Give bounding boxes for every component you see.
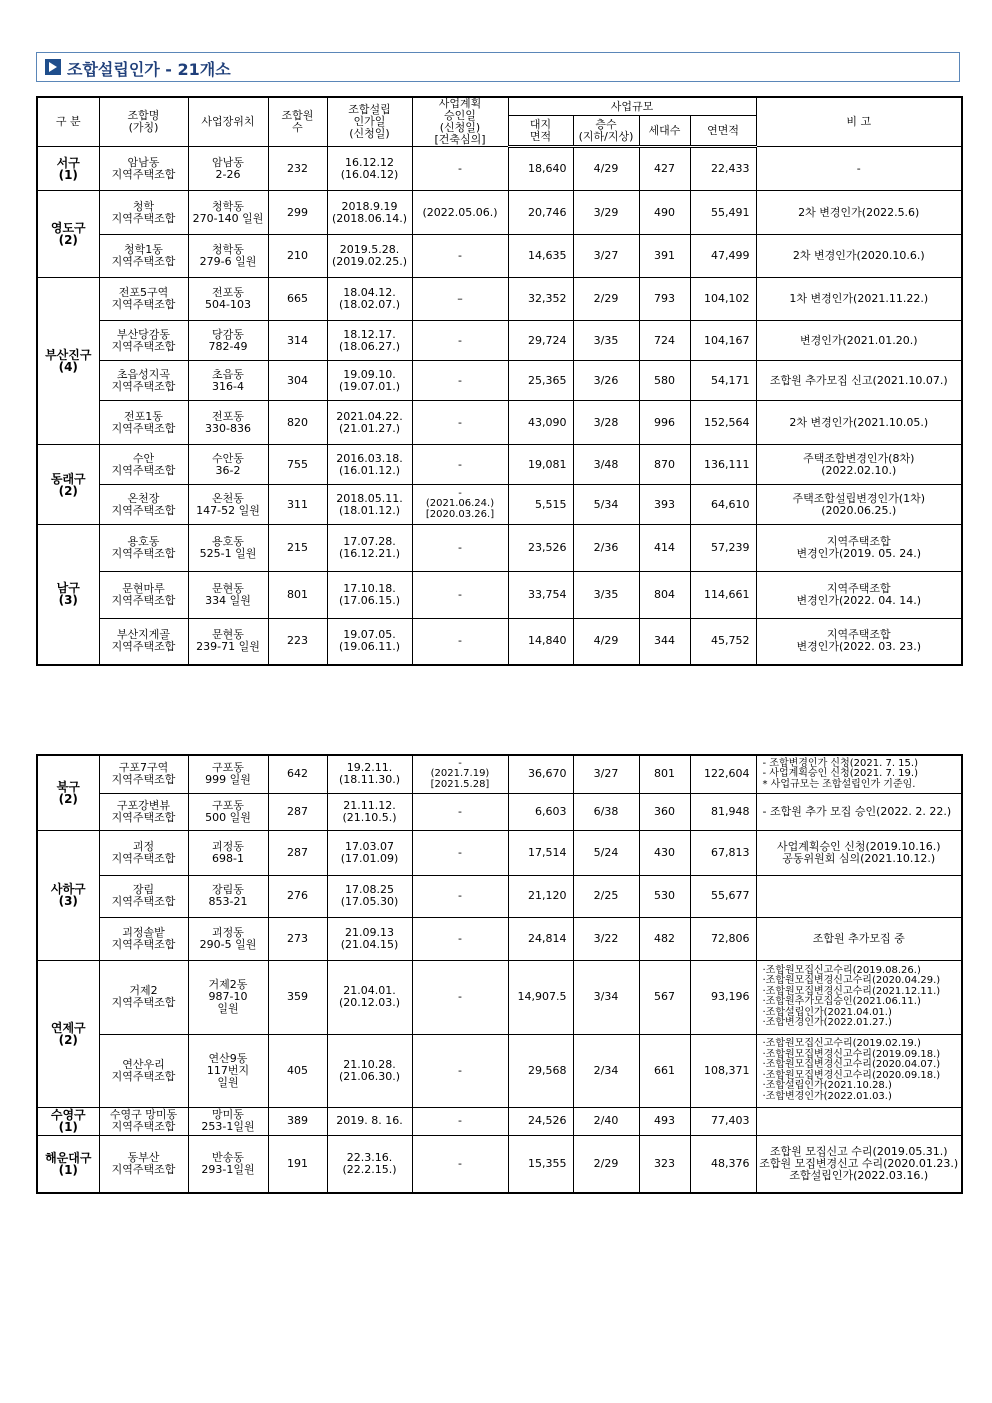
site-area: 18,640 bbox=[508, 147, 573, 191]
location: 용호동 525-1 일원 bbox=[188, 525, 268, 572]
site-area: 5,515 bbox=[508, 485, 573, 525]
floor-area: 72,806 bbox=[690, 917, 756, 960]
remarks bbox=[756, 875, 962, 917]
households: 430 bbox=[639, 830, 690, 875]
site-area: 21,120 bbox=[508, 875, 573, 917]
floors: 4/29 bbox=[573, 147, 639, 191]
section-title-box bbox=[36, 52, 960, 82]
remarks: 지역주택조합 변경인가(2022. 03. 23.) bbox=[756, 619, 962, 665]
approval-date: 21.09.13 (21.04.15) bbox=[327, 917, 412, 960]
plan-date: - bbox=[412, 147, 508, 191]
remarks: 지역주택조합 변경인가(2019. 05. 24.) bbox=[756, 525, 962, 572]
site-area: 32,352 bbox=[508, 278, 573, 321]
header-scale: 사업규모 bbox=[508, 97, 756, 116]
location: 전포동 330-836 bbox=[188, 401, 268, 445]
approval-date: 2018.05.11. (18.01.12.) bbox=[327, 485, 412, 525]
plan-date: - bbox=[412, 1135, 508, 1193]
site-area: 20,746 bbox=[508, 191, 573, 235]
location: 망미동 253-1일원 bbox=[188, 1107, 268, 1135]
households: 724 bbox=[639, 321, 690, 361]
approval-date: 21.04.01. (20.12.03.) bbox=[327, 960, 412, 1034]
members: 191 bbox=[268, 1135, 327, 1193]
remarks: 2차 변경인가(2021.10.05.) bbox=[756, 401, 962, 445]
floor-area: 136,111 bbox=[690, 445, 756, 485]
households: 323 bbox=[639, 1135, 690, 1193]
households: 870 bbox=[639, 445, 690, 485]
header-remarks: 비 고 bbox=[756, 97, 962, 147]
plan-date: - bbox=[412, 572, 508, 619]
header-approval: 조합설립 인가일 (신청일) bbox=[327, 97, 412, 147]
header-gubun: 구 분 bbox=[37, 97, 99, 147]
households: 567 bbox=[639, 960, 690, 1034]
households: 391 bbox=[639, 235, 690, 278]
households: 801 bbox=[639, 755, 690, 793]
plan-date: - bbox=[412, 445, 508, 485]
households: 393 bbox=[639, 485, 690, 525]
location: 수안동 36-2 bbox=[188, 445, 268, 485]
table-row bbox=[37, 917, 962, 960]
members: 755 bbox=[268, 445, 327, 485]
plan-date: - bbox=[412, 1107, 508, 1135]
households: 344 bbox=[639, 619, 690, 665]
floor-area: 67,813 bbox=[690, 830, 756, 875]
header-plan: 사업계획 승인일 (신청일) [건축심의] bbox=[412, 97, 508, 147]
floor-area: 57,239 bbox=[690, 525, 756, 572]
households: 482 bbox=[639, 917, 690, 960]
remarks: 1차 변경인가(2021.11.22.) bbox=[756, 278, 962, 321]
header-households: 세대수 bbox=[639, 116, 690, 147]
remarks: 주택조합설립변경인가(1차) (2020.06.25.) bbox=[756, 485, 962, 525]
site-area: 29,724 bbox=[508, 321, 573, 361]
plan-date: - bbox=[412, 235, 508, 278]
floors: 3/35 bbox=[573, 572, 639, 619]
remarks: - bbox=[756, 147, 962, 191]
remarks: 주택조합변경인가(8차) (2022.02.10.) bbox=[756, 445, 962, 485]
location: 암남동 2-26 bbox=[188, 147, 268, 191]
union-name: 온천장 지역주택조합 bbox=[99, 485, 188, 525]
location: 당감동 782-49 bbox=[188, 321, 268, 361]
remarks: 조합원 추가모집 신고(2021.10.07.) bbox=[756, 361, 962, 401]
table-row bbox=[37, 321, 962, 361]
approval-date: 19.07.05. (19.06.11.) bbox=[327, 619, 412, 665]
site-area: 14,840 bbox=[508, 619, 573, 665]
remarks: 지역주택조합 변경인가(2022. 04. 14.) bbox=[756, 572, 962, 619]
remarks: ·조합원모집신고수리(2019.02.19.) ·조합원모집변경신고수리(2019.09.18.) ·조합원모집변경신고수리(2020.04.07.) ·조합원모집변경신고수리(2020.09.18.) ·조합설립인가(2021.10.28.) ·조합변경인가(2022.01.03.) bbox=[756, 1034, 962, 1107]
households: 804 bbox=[639, 572, 690, 619]
location: 문현동 239-71 일원 bbox=[188, 619, 268, 665]
site-area: 19,081 bbox=[508, 445, 573, 485]
members: 215 bbox=[268, 525, 327, 572]
floor-area: 22,433 bbox=[690, 147, 756, 191]
district-cell: 연제구 (2) bbox=[37, 960, 99, 1107]
members: 311 bbox=[268, 485, 327, 525]
plan-date: - bbox=[412, 830, 508, 875]
plan-date: - bbox=[412, 619, 508, 665]
district-cell: 서구 (1) bbox=[37, 147, 99, 191]
approval-date: 18.04.12. (18.02.07.) bbox=[327, 278, 412, 321]
plan-date: - (2021.7.19) [2021.5.28] bbox=[412, 755, 508, 793]
table-row bbox=[37, 875, 962, 917]
location: 연산9동 117번지 일원 bbox=[188, 1034, 268, 1107]
location: 온천동 147-52 일원 bbox=[188, 485, 268, 525]
table-row bbox=[37, 191, 962, 235]
members: 359 bbox=[268, 960, 327, 1034]
table-row bbox=[37, 485, 962, 525]
floors: 3/22 bbox=[573, 917, 639, 960]
location: 반송동 293-1일원 bbox=[188, 1135, 268, 1193]
floor-area: 77,403 bbox=[690, 1107, 756, 1135]
floor-area: 55,677 bbox=[690, 875, 756, 917]
remarks: 조합원 추가모집 중 bbox=[756, 917, 962, 960]
remarks: ·조합원모집신고수리(2019.08.26.) ·조합원모집변경신고수리(2020.04.29.) ·조합원모집변경신고수리(2021.12.11.) ·조합원추가모집승인(2021.06.11.) ·조합설립인가(2021.04.01.) ·조합변경인가(2022.01.27.) bbox=[756, 960, 962, 1034]
members: 304 bbox=[268, 361, 327, 401]
district-cell: 사하구 (3) bbox=[37, 830, 99, 960]
location: 청학동 279-6 일원 bbox=[188, 235, 268, 278]
union-name: 초읍성지곡 지역주택조합 bbox=[99, 361, 188, 401]
members: 276 bbox=[268, 875, 327, 917]
floors: 3/48 bbox=[573, 445, 639, 485]
members: 801 bbox=[268, 572, 327, 619]
floor-area: 104,167 bbox=[690, 321, 756, 361]
approval-date: 16.12.12 (16.04.12) bbox=[327, 147, 412, 191]
table-row bbox=[37, 960, 962, 1034]
floors: 3/35 bbox=[573, 321, 639, 361]
header-name: 조합명 (가칭) bbox=[99, 97, 188, 147]
district-cell: 해운대구 (1) bbox=[37, 1135, 99, 1193]
remarks bbox=[756, 1107, 962, 1135]
plan-date: - bbox=[412, 525, 508, 572]
members: 665 bbox=[268, 278, 327, 321]
members: 642 bbox=[268, 755, 327, 793]
floors: 5/24 bbox=[573, 830, 639, 875]
plan-date: - bbox=[412, 1034, 508, 1107]
members: 405 bbox=[268, 1034, 327, 1107]
site-area: 24,814 bbox=[508, 917, 573, 960]
plan-date: - bbox=[412, 917, 508, 960]
location: 전포동 504-103 bbox=[188, 278, 268, 321]
table-row bbox=[37, 572, 962, 619]
floor-area: 108,371 bbox=[690, 1034, 756, 1107]
floors: 6/38 bbox=[573, 793, 639, 830]
table-row bbox=[37, 235, 962, 278]
union-table-2 bbox=[36, 754, 963, 1194]
union-name: 부산당감동 지역주택조합 bbox=[99, 321, 188, 361]
remarks: - 조합변경인가 신청(2021. 7. 15.) - 사업계획승인 신청(2021. 7. 19.) * 사업규모는 조합설립인가 기준임. bbox=[756, 755, 962, 793]
approval-date: 19.2.11. (18.11.30.) bbox=[327, 755, 412, 793]
header-floor-area: 연면적 bbox=[690, 116, 756, 147]
union-name: 전포5구역 지역주택조합 bbox=[99, 278, 188, 321]
site-area: 29,568 bbox=[508, 1034, 573, 1107]
plan-date: (2022.05.06.) bbox=[412, 191, 508, 235]
table-row bbox=[37, 755, 962, 793]
floors: 3/27 bbox=[573, 235, 639, 278]
members: 389 bbox=[268, 1107, 327, 1135]
remarks: - 조합원 추가 모집 승인(2022. 2. 22.) bbox=[756, 793, 962, 830]
site-area: 14,907.5 bbox=[508, 960, 573, 1034]
floor-area: 114,661 bbox=[690, 572, 756, 619]
floors: 2/29 bbox=[573, 278, 639, 321]
table-row bbox=[37, 401, 962, 445]
union-name: 장림 지역주택조합 bbox=[99, 875, 188, 917]
floor-area: 152,564 bbox=[690, 401, 756, 445]
table-row bbox=[37, 1107, 962, 1135]
floor-area: 93,196 bbox=[690, 960, 756, 1034]
union-name: 연산우리 지역주택조합 bbox=[99, 1034, 188, 1107]
approval-date: 17.03.07 (17.01.09) bbox=[327, 830, 412, 875]
approval-date: 17.10.18. (17.06.15.) bbox=[327, 572, 412, 619]
floor-area: 122,604 bbox=[690, 755, 756, 793]
union-name: 문현마루 지역주택조합 bbox=[99, 572, 188, 619]
floors: 3/27 bbox=[573, 755, 639, 793]
members: 287 bbox=[268, 830, 327, 875]
floors: 3/26 bbox=[573, 361, 639, 401]
location: 괴정동 290-5 일원 bbox=[188, 917, 268, 960]
location: 구포동 999 일원 bbox=[188, 755, 268, 793]
site-area: 23,526 bbox=[508, 525, 573, 572]
households: 493 bbox=[639, 1107, 690, 1135]
union-name: 청학1동 지역주택조합 bbox=[99, 235, 188, 278]
members: 820 bbox=[268, 401, 327, 445]
union-name: 수영구 망미동 지역주택조합 bbox=[99, 1107, 188, 1135]
remarks: 2차 변경인가(2022.5.6) bbox=[756, 191, 962, 235]
members: 299 bbox=[268, 191, 327, 235]
households: 530 bbox=[639, 875, 690, 917]
district-cell: 수영구 (1) bbox=[37, 1107, 99, 1135]
approval-date: 18.12.17. (18.06.27.) bbox=[327, 321, 412, 361]
plan-date: - bbox=[412, 793, 508, 830]
plan-date: - bbox=[412, 321, 508, 361]
union-name: 괴정 지역주택조합 bbox=[99, 830, 188, 875]
header-floors: 층수 (지하/지상) bbox=[573, 116, 639, 147]
table-row bbox=[37, 525, 962, 572]
approval-date: 2021.04.22. (21.01.27.) bbox=[327, 401, 412, 445]
union-name: 수안 지역주택조합 bbox=[99, 445, 188, 485]
floor-area: 104,102 bbox=[690, 278, 756, 321]
district-cell: 영도구 (2) bbox=[37, 191, 99, 278]
remarks: 변경인가(2021.01.20.) bbox=[756, 321, 962, 361]
table-row bbox=[37, 278, 962, 321]
approval-date: 2019. 8. 16. bbox=[327, 1107, 412, 1135]
floors: 2/29 bbox=[573, 1135, 639, 1193]
approval-date: 17.08.25 (17.05.30) bbox=[327, 875, 412, 917]
households: 360 bbox=[639, 793, 690, 830]
approval-date: 2019.5.28. (2019.02.25.) bbox=[327, 235, 412, 278]
plan-date: – bbox=[412, 278, 508, 321]
floor-area: 54,171 bbox=[690, 361, 756, 401]
table-row bbox=[37, 793, 962, 830]
members: 210 bbox=[268, 235, 327, 278]
union-name: 암남동 지역주택조합 bbox=[99, 147, 188, 191]
union-name: 전포1동 지역주택조합 bbox=[99, 401, 188, 445]
location: 장림동 853-21 bbox=[188, 875, 268, 917]
floors: 3/34 bbox=[573, 960, 639, 1034]
table-row bbox=[37, 1034, 962, 1107]
union-name: 괴정솔밭 지역주택조합 bbox=[99, 917, 188, 960]
header-location: 사업장위치 bbox=[188, 97, 268, 147]
site-area: 17,514 bbox=[508, 830, 573, 875]
table-row bbox=[37, 361, 962, 401]
members: 232 bbox=[268, 147, 327, 191]
table-row bbox=[37, 445, 962, 485]
households: 427 bbox=[639, 147, 690, 191]
district-cell: 부산진구 (4) bbox=[37, 278, 99, 445]
floor-area: 47,499 bbox=[690, 235, 756, 278]
members: 273 bbox=[268, 917, 327, 960]
site-area: 24,526 bbox=[508, 1107, 573, 1135]
union-name: 부산지게골 지역주택조합 bbox=[99, 619, 188, 665]
approval-date: 17.07.28. (16.12.21.) bbox=[327, 525, 412, 572]
members: 314 bbox=[268, 321, 327, 361]
floors: 5/34 bbox=[573, 485, 639, 525]
approval-date: 19.09.10. (19.07.01.) bbox=[327, 361, 412, 401]
floor-area: 48,376 bbox=[690, 1135, 756, 1193]
floor-area: 45,752 bbox=[690, 619, 756, 665]
floors: 4/29 bbox=[573, 619, 639, 665]
floors: 3/28 bbox=[573, 401, 639, 445]
households: 580 bbox=[639, 361, 690, 401]
district-cell: 남구 (3) bbox=[37, 525, 99, 665]
union-name: 구포강변뷰 지역주택조합 bbox=[99, 793, 188, 830]
site-area: 33,754 bbox=[508, 572, 573, 619]
households: 414 bbox=[639, 525, 690, 572]
members: 223 bbox=[268, 619, 327, 665]
section-title: 조합설립인가 - 21개소 bbox=[67, 60, 231, 79]
union-name: 용호동 지역주택조합 bbox=[99, 525, 188, 572]
union-name: 동부산 지역주택조합 bbox=[99, 1135, 188, 1193]
remarks: 조합원 모집신고 수리(2019.05.31.) 조합원 모집변경신고 수리(2020.01.23.) 조합설립인가(2022.03.16.) bbox=[756, 1135, 962, 1193]
union-name: 구포7구역 지역주택조합 bbox=[99, 755, 188, 793]
site-area: 36,670 bbox=[508, 755, 573, 793]
table-row bbox=[37, 830, 962, 875]
plan-date: - bbox=[412, 875, 508, 917]
header-members: 조합원 수 bbox=[268, 97, 327, 147]
floor-area: 55,491 bbox=[690, 191, 756, 235]
site-area: 14,635 bbox=[508, 235, 573, 278]
location: 청학동 270-140 일원 bbox=[188, 191, 268, 235]
plan-date: - bbox=[412, 361, 508, 401]
table-row bbox=[37, 147, 962, 191]
plan-date: - bbox=[412, 960, 508, 1034]
location: 거제2동 987-10 일원 bbox=[188, 960, 268, 1034]
plan-date: - bbox=[412, 401, 508, 445]
floors: 2/36 bbox=[573, 525, 639, 572]
plan-date: - (2021.06.24.) [2020.03.26.] bbox=[412, 485, 508, 525]
approval-date: 22.3.16. (22.2.15.) bbox=[327, 1135, 412, 1193]
floor-area: 81,948 bbox=[690, 793, 756, 830]
remarks: 2차 변경인가(2020.10.6.) bbox=[756, 235, 962, 278]
remarks: 사업계획승인 신청(2019.10.16.) 공동위원회 심의(2021.10.12.) bbox=[756, 830, 962, 875]
households: 661 bbox=[639, 1034, 690, 1107]
approval-date: 21.11.12. (21.10.5.) bbox=[327, 793, 412, 830]
district-cell: 북구 (2) bbox=[37, 755, 99, 830]
households: 490 bbox=[639, 191, 690, 235]
floors: 2/40 bbox=[573, 1107, 639, 1135]
approval-date: 2018.9.19 (2018.06.14.) bbox=[327, 191, 412, 235]
union-name: 청학 지역주택조합 bbox=[99, 191, 188, 235]
location: 문현동 334 일원 bbox=[188, 572, 268, 619]
district-cell: 동래구 (2) bbox=[37, 445, 99, 525]
households: 996 bbox=[639, 401, 690, 445]
location: 구포동 500 일원 bbox=[188, 793, 268, 830]
households: 793 bbox=[639, 278, 690, 321]
members: 287 bbox=[268, 793, 327, 830]
union-table-1 bbox=[36, 96, 963, 666]
site-area: 6,603 bbox=[508, 793, 573, 830]
location: 괴정동 698-1 bbox=[188, 830, 268, 875]
table-row bbox=[37, 1135, 962, 1193]
floors: 3/29 bbox=[573, 191, 639, 235]
floors: 2/25 bbox=[573, 875, 639, 917]
approval-date: 21.10.28. (21.06.30.) bbox=[327, 1034, 412, 1107]
floors: 2/34 bbox=[573, 1034, 639, 1107]
approval-date: 2016.03.18. (16.01.12.) bbox=[327, 445, 412, 485]
header-area: 대지 면적 bbox=[508, 116, 573, 147]
location: 초읍동 316-4 bbox=[188, 361, 268, 401]
site-area: 43,090 bbox=[508, 401, 573, 445]
floor-area: 64,610 bbox=[690, 485, 756, 525]
union-name: 거제2 지역주택조합 bbox=[99, 960, 188, 1034]
site-area: 15,355 bbox=[508, 1135, 573, 1193]
arrow-box-icon bbox=[45, 59, 61, 75]
site-area: 25,365 bbox=[508, 361, 573, 401]
table-row bbox=[37, 619, 962, 665]
